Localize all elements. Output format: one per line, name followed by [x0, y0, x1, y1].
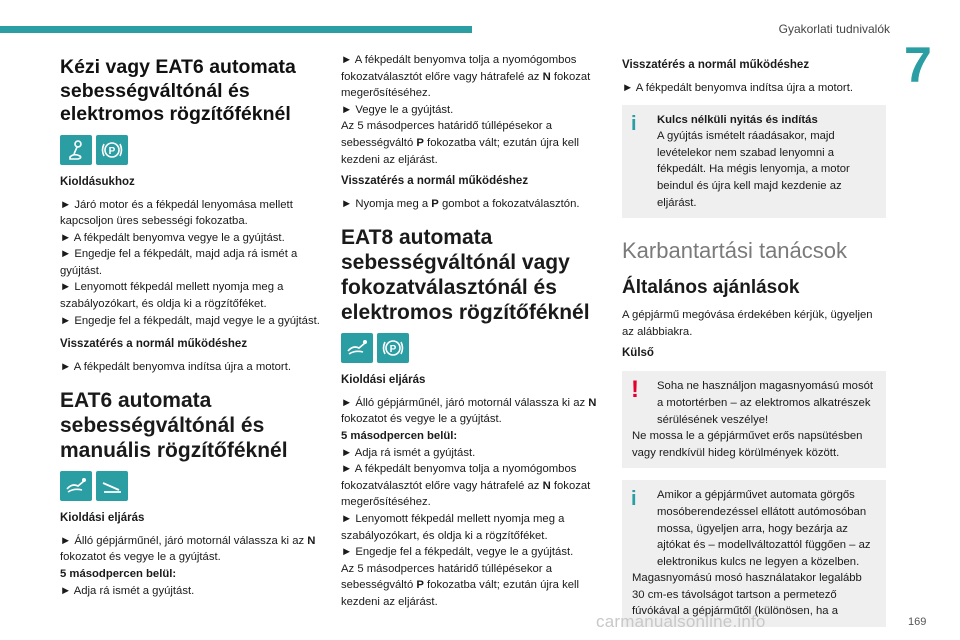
note-text-2: Magasnyomású mosó használatakor legalább 30 cm-es távolságot tartson a permetező fúvókával a gépjárműtől (különösen, ha a [632, 572, 862, 618]
column-1 [60, 52, 322, 599]
column-3 [622, 56, 886, 635]
within-5-step: ► Adja rá ismét a gyújtást. [60, 584, 195, 597]
page-number: 169 [908, 616, 927, 628]
header-title: Gyakorlati tudnivalók [778, 22, 890, 36]
step-2: ► A fékpedált benyomva vegye le a gyújtást. [60, 231, 285, 244]
header-accent-bar [0, 26, 472, 33]
section-title-eat8: EAT8 automata sebességváltónál vagy fokozatválasztónál és elektromos rögzítőféknél [341, 225, 590, 324]
return-heading: Visszatérés a normál működéshez [60, 338, 248, 351]
return-heading: Visszatérés a normál működéshez [341, 175, 529, 188]
watermark: carmanualsonline.info [596, 612, 766, 631]
icon-row-3 [341, 333, 603, 363]
info-note-keyless [622, 105, 886, 219]
within-5-seconds: 5 másodpercen belül: [60, 568, 177, 581]
step-1: ► Adja rá ismét a gyújtást. [341, 446, 476, 459]
parking-brake-p-icon [377, 333, 409, 363]
cont-step-1: ► A fékpedált benyomva tolja a nyomógombos fokozatválasztót előre vagy hátrafelé az N fokozat megerősítéséhez. [341, 54, 591, 100]
return-heading: Visszatérés a normál működéshez [622, 59, 810, 71]
subsection-title-general: Általános ajánlások [622, 277, 800, 299]
step-2: ► A fékpedált benyomva tolja a nyomógombos fokozatválasztót előre vagy hátrafelé az N fokozat megerősítéséhez. [341, 463, 591, 509]
info-icon: i [631, 488, 637, 511]
icon-row [60, 135, 322, 165]
svg-text:P: P [389, 343, 397, 355]
cont-step-2: ► Vegye le a gyújtást. [341, 103, 454, 116]
release-intro: ► Álló gépjárműnél, járó motornál válassza ki az N fokozatot és vegye le a gyújtást. [60, 534, 316, 564]
section-title-manual-eat6: Kézi vagy EAT6 automata sebességváltónál és elektromos rögzítőféknél [60, 56, 296, 125]
info-icon: i [631, 112, 637, 135]
release-heading: Kioldási eljárás [341, 373, 426, 386]
gear-lever-icon [60, 471, 92, 501]
warning-text-2: Ne mossa le a gépjárművet erős napsütésben vagy rendkívül hideg körülmények között. [632, 430, 863, 459]
warning-text-1: Soha ne használjon magasnyomású mosót a motortérben – az elektromos alkatrészek sérülésének veszélye! [657, 380, 874, 426]
intro-text: A gépjármű megóvása érdekében kérjük, ügyeljen az alábbiakra. [622, 309, 873, 338]
note-text: A gyújtás ismételt ráadásakor, majd levételekor nem szabad lenyomni a fékpedált. Ha mégis lenyomja, a motor beindul és újra kell majd kezdenie az eljárást. [657, 130, 850, 209]
chapter-number: 7 [904, 37, 932, 93]
manual-parking-brake-icon [96, 471, 128, 501]
step-5: ► Engedje fel a fékpedált, majd vegye le a gyújtást. [60, 314, 320, 327]
release-intro: ► Álló gépjárműnél, járó motornál válassza ki az N fokozatot és vegye le a gyújtást. [341, 396, 597, 426]
section-title-maintenance: Karbantartási tanácsok [622, 238, 848, 264]
note-text-1: Amikor a gépjárművet automata görgős mosóberendezéssel ellátott autómosóban mossa, ügyeljen arra, hogy bezárja az ajtókat és – modellváltozattól függően – az elektronikus kulcs ne legyen a közelben. [657, 489, 871, 568]
within-5-seconds: 5 másodpercen belül: [341, 429, 458, 442]
step-4: ► Engedje fel a fékpedált, vegye le a gyújtást. [341, 546, 574, 559]
note-title: Kulcs nélküli nyitás és indítás [657, 113, 818, 126]
gear-lever-icon [60, 135, 92, 165]
return-text: ► Nyomja meg a P gombot a fokozatválasztón. [341, 198, 580, 211]
warning-note-pressure-washer [622, 371, 886, 468]
gear-lever-icon [341, 333, 373, 363]
exterior-heading: Külső [622, 347, 654, 360]
cont-step-3: Az 5 másodperces határidő túllépésekor a sebességváltó P fokozatba vált; ezután újra kell kezdeni az eljárást. [341, 120, 580, 166]
return-text: ► A fékpedált benyomva indítsa újra a motort. [60, 361, 291, 374]
warning-icon: ! [631, 376, 639, 404]
step-3: ► Engedje fel a fékpedált, majd adja rá ismét a gyújtást. [60, 248, 298, 277]
release-heading: Kioldási eljárás [60, 511, 145, 524]
unlock-heading: Kioldásukhoz [60, 175, 135, 188]
return-text: ► A fékpedált benyomva indítsa újra a motort. [622, 82, 853, 94]
step-1: ► Járó motor és a fékpedál lenyomása mellett kapcsoljon üres sebességi fokozatba. [60, 198, 293, 228]
section-title-eat6-manual-brake: EAT6 automata sebességváltónál és manuális rögzítőféknél [60, 388, 288, 462]
end-note: Az 5 másodperces határidő túllépésekor a sebességváltó P fokozatba vált; ezután újra kell kezdeni az eljárást. [341, 562, 580, 608]
info-note-carwash [622, 480, 886, 627]
svg-text:P: P [108, 145, 116, 157]
icon-row-2 [60, 471, 322, 501]
step-4: ► Lenyomott fékpedál mellett nyomja meg a szabályozókart, és oldja ki a rögzítőféket. [60, 281, 284, 311]
column-2 [341, 52, 603, 610]
parking-brake-p-icon [96, 135, 128, 165]
step-3: ► Lenyomott fékpedál mellett nyomja meg a szabályozókart, és oldja ki a rögzítőféket. [341, 512, 565, 542]
